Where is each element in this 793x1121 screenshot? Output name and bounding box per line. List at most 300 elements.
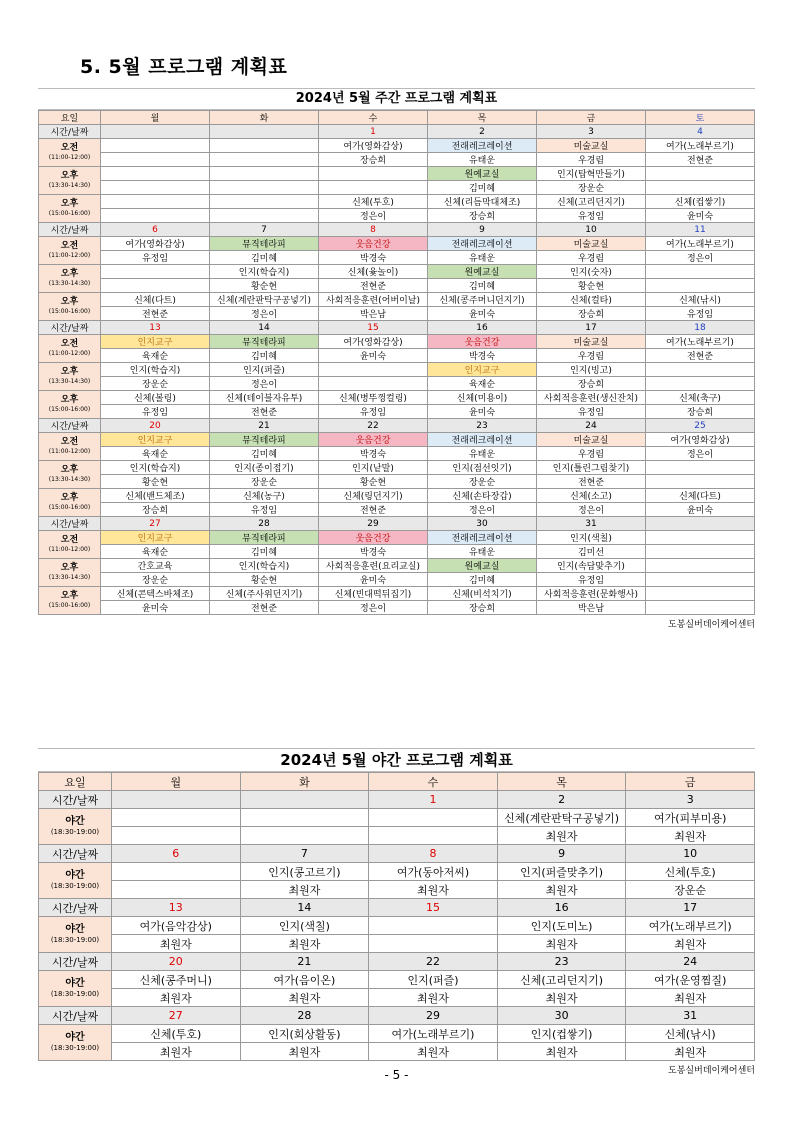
program-cell: 여가(동아저씨)	[369, 863, 498, 881]
staff-cell: 최원자	[497, 827, 626, 845]
program-cell: 인지(빙고)	[537, 363, 646, 377]
staff-cell	[240, 827, 369, 845]
program-cell: 신체(손타장갑)	[428, 489, 537, 503]
date-cell: 6	[101, 223, 210, 237]
staff-cell: 전현준	[537, 475, 646, 489]
period-label	[39, 237, 101, 265]
staff-cell: 정은이	[319, 209, 428, 223]
period-name: 오전	[60, 534, 79, 545]
daytime-schedule	[38, 88, 755, 630]
staff-cell: 박은남	[319, 307, 428, 321]
program-cell: 원예교실	[428, 167, 537, 181]
program-cell: 신체(콩주머니던지기)	[428, 293, 537, 307]
period-time: (18:30-19:00)	[50, 989, 100, 998]
program-cell: 인지교구	[101, 433, 210, 447]
staff-cell: 장승희	[428, 601, 537, 615]
schedule-row	[39, 601, 755, 615]
program-cell: 인지(학습지)	[210, 265, 319, 279]
program-cell: 인지(학습지)	[101, 363, 210, 377]
date-cell: 8	[369, 845, 498, 863]
staff-cell: 박은남	[537, 601, 646, 615]
program-cell: 신체(투호)	[319, 195, 428, 209]
program-cell: 여가(영화감상)	[101, 237, 210, 251]
date-cell: 17	[626, 899, 755, 917]
program-cell: 뮤직테라피	[210, 531, 319, 545]
period-name: 오후	[60, 296, 79, 307]
staff-cell: 최원자	[626, 989, 755, 1007]
period-label	[39, 433, 101, 461]
program-cell: 웃음건강	[428, 335, 537, 349]
staff-cell	[319, 181, 428, 195]
schedule-row	[39, 139, 755, 153]
program-cell: 미술교실	[537, 433, 646, 447]
night-footer-org: 도봉실버데이케어센터	[668, 1066, 755, 1076]
staff-cell: 전현준	[210, 601, 319, 615]
date-label: 시간/날짜	[39, 899, 112, 917]
date-cell: 30	[428, 517, 537, 531]
period-time: (13:30-14:30)	[48, 475, 91, 483]
program-cell	[101, 195, 210, 209]
date-label: 시간/날짜	[39, 845, 112, 863]
staff-cell: 최원자	[369, 989, 498, 1007]
date-label: 시간/날짜	[39, 223, 101, 237]
date-cell: 18	[646, 321, 755, 335]
program-cell: 인지(속담맞추기)	[537, 559, 646, 573]
period-time: (13:30-14:30)	[48, 377, 91, 385]
program-cell: 신체(주사위던지기)	[210, 587, 319, 601]
period-name: 오전	[60, 240, 79, 251]
weekday-2: 화	[240, 773, 369, 791]
staff-cell: 장승희	[646, 405, 755, 419]
date-cell: 30	[497, 1007, 626, 1025]
staff-cell	[646, 475, 755, 489]
date-row	[39, 845, 755, 863]
program-cell: 여가(영화감상)	[319, 139, 428, 153]
weekday-header-row	[39, 773, 755, 791]
period-time: (15:00-16:00)	[48, 209, 91, 217]
period-time: (11:00-12:00)	[48, 153, 91, 161]
staff-cell	[646, 181, 755, 195]
staff-cell	[210, 153, 319, 167]
period-time: (13:30-14:30)	[48, 573, 91, 581]
program-cell: 신체(링던지기)	[319, 489, 428, 503]
staff-cell	[101, 181, 210, 195]
program-cell: 인지(탑혁만들기)	[537, 167, 646, 181]
daytime-footer-org: 도봉실버데이케어센터	[668, 620, 755, 630]
schedule-row	[39, 587, 755, 601]
staff-cell: 전현준	[646, 153, 755, 167]
staff-cell: 최원자	[240, 935, 369, 953]
weekday-5: 금	[537, 111, 646, 125]
staff-cell: 박경숙	[319, 251, 428, 265]
date-cell: 21	[240, 953, 369, 971]
staff-cell: 유정임	[646, 307, 755, 321]
night-table	[38, 772, 755, 1061]
schedule-row	[39, 503, 755, 517]
schedule-row	[39, 153, 755, 167]
program-cell: 전래레크레이션	[428, 139, 537, 153]
program-cell: 신체(계란판탁구공넣기)	[210, 293, 319, 307]
staff-cell: 최원자	[112, 935, 241, 953]
program-cell: 여가(노래부르기)	[626, 917, 755, 935]
schedule-row	[39, 559, 755, 573]
program-cell: 신체(다트)	[646, 489, 755, 503]
staff-cell	[210, 209, 319, 223]
date-cell: 25	[646, 419, 755, 433]
period-time: (15:00-16:00)	[48, 307, 91, 315]
date-cell: 28	[210, 517, 319, 531]
staff-cell: 최원자	[497, 1043, 626, 1061]
schedule-row	[39, 531, 755, 545]
staff-cell: 김미혜	[210, 349, 319, 363]
program-cell: 웃음건강	[319, 237, 428, 251]
program-cell: 인지(컵쌓기)	[497, 1025, 626, 1043]
period-name: 오후	[60, 590, 79, 601]
staff-cell: 최원자	[240, 1043, 369, 1061]
program-cell: 전래레크레이션	[428, 433, 537, 447]
program-cell	[112, 863, 241, 881]
program-cell: 여가(노래부르기)	[646, 237, 755, 251]
program-cell: 인지(퍼즐)	[210, 363, 319, 377]
staff-cell: 김미혜	[428, 573, 537, 587]
program-cell	[646, 265, 755, 279]
schedule-row	[39, 917, 755, 935]
program-cell: 사회적응훈련(요리교실)	[319, 559, 428, 573]
staff-cell	[646, 279, 755, 293]
program-cell	[369, 917, 498, 935]
staff-cell	[210, 181, 319, 195]
program-cell: 신체(컬타)	[537, 293, 646, 307]
date-cell: 16	[497, 899, 626, 917]
program-cell: 인지(틀린그림찾기)	[537, 461, 646, 475]
night-table-title: 2024년 5월 야간 프로그램 계획표	[38, 748, 755, 772]
staff-cell: 유정임	[537, 405, 646, 419]
period-label	[39, 489, 101, 517]
date-cell: 10	[537, 223, 646, 237]
schedule-row	[39, 237, 755, 251]
program-cell: 인지(콩고르기)	[240, 863, 369, 881]
date-cell: 3	[537, 125, 646, 139]
schedule-row	[39, 335, 755, 349]
weekday-1: 월	[112, 773, 241, 791]
staff-cell: 윤미숙	[319, 573, 428, 587]
staff-cell: 정은이	[537, 503, 646, 517]
schedule-row	[39, 181, 755, 195]
date-row	[39, 321, 755, 335]
staff-cell: 윤미숙	[646, 503, 755, 517]
program-cell: 여가(음이온)	[240, 971, 369, 989]
staff-cell: 유태운	[428, 153, 537, 167]
staff-cell: 장운순	[101, 377, 210, 391]
date-cell: 28	[240, 1007, 369, 1025]
staff-cell: 윤미숙	[428, 307, 537, 321]
date-row	[39, 517, 755, 531]
staff-cell: 윤미숙	[646, 209, 755, 223]
schedule-row	[39, 167, 755, 181]
staff-cell: 황순현	[537, 279, 646, 293]
program-cell: 인지(도미노)	[497, 917, 626, 935]
date-cell: 20	[112, 953, 241, 971]
staff-cell: 장승희	[537, 307, 646, 321]
program-cell: 여가(영화감상)	[646, 433, 755, 447]
schedule-row	[39, 461, 755, 475]
program-cell: 신체(콩주머니)	[112, 971, 241, 989]
period-name: 오전	[60, 436, 79, 447]
period-time: (11:00-12:00)	[48, 349, 91, 357]
staff-cell: 최원자	[626, 827, 755, 845]
period-time: (18:30-19:00)	[50, 1043, 100, 1052]
program-cell: 인지(숫자)	[537, 265, 646, 279]
date-cell: 11	[646, 223, 755, 237]
staff-cell	[646, 545, 755, 559]
program-cell: 신체(미용이)	[428, 391, 537, 405]
date-cell: 29	[319, 517, 428, 531]
period-label	[39, 863, 112, 899]
date-cell: 1	[369, 791, 498, 809]
program-cell: 신체(계란판탁구공넣기)	[497, 809, 626, 827]
program-cell	[101, 265, 210, 279]
program-cell: 간호교육	[101, 559, 210, 573]
date-cell: 10	[626, 845, 755, 863]
program-cell: 신체(빈대떡뒤집기)	[319, 587, 428, 601]
date-cell	[646, 517, 755, 531]
schedule-row	[39, 307, 755, 321]
program-cell	[319, 363, 428, 377]
period-label	[39, 917, 112, 953]
date-cell: 15	[369, 899, 498, 917]
program-cell: 신체(낚시)	[626, 1025, 755, 1043]
staff-cell	[369, 827, 498, 845]
program-cell	[101, 167, 210, 181]
program-cell: 원예교실	[428, 265, 537, 279]
program-cell: 신체(다트)	[101, 293, 210, 307]
program-cell: 신체(낚시)	[646, 293, 755, 307]
date-cell: 23	[428, 419, 537, 433]
staff-cell: 최원자	[497, 881, 626, 899]
date-cell: 3	[626, 791, 755, 809]
date-cell: 24	[626, 953, 755, 971]
weekday-label: 요일	[39, 773, 112, 791]
program-cell: 신체(밴드체조)	[101, 489, 210, 503]
period-time: (11:00-12:00)	[48, 545, 91, 553]
period-name: 오후	[60, 464, 79, 475]
program-cell: 인지(학습지)	[101, 461, 210, 475]
program-cell: 인지(종이접기)	[210, 461, 319, 475]
program-cell: 인지(낱말)	[319, 461, 428, 475]
staff-cell: 김미혜	[428, 279, 537, 293]
staff-cell: 유정임	[537, 573, 646, 587]
period-time: (13:30-14:30)	[48, 279, 91, 287]
program-cell: 인지교구	[101, 531, 210, 545]
date-cell: 29	[369, 1007, 498, 1025]
date-cell: 16	[428, 321, 537, 335]
staff-cell: 우경림	[537, 153, 646, 167]
program-cell	[646, 559, 755, 573]
staff-cell: 김미혜	[210, 447, 319, 461]
program-cell	[319, 167, 428, 181]
date-cell: 21	[210, 419, 319, 433]
schedule-row	[39, 363, 755, 377]
period-time: (18:30-19:00)	[50, 827, 100, 836]
program-cell: 신체(투호)	[626, 863, 755, 881]
staff-cell: 유정임	[319, 405, 428, 419]
program-cell: 여가(영화감상)	[319, 335, 428, 349]
date-cell: 17	[537, 321, 646, 335]
staff-cell: 유정임	[537, 209, 646, 223]
program-cell: 신체(고리던지기)	[497, 971, 626, 989]
staff-cell: 전현준	[319, 279, 428, 293]
staff-cell: 유정임	[101, 251, 210, 265]
date-label: 시간/날짜	[39, 321, 101, 335]
period-label	[39, 809, 112, 845]
schedule-row	[39, 475, 755, 489]
staff-cell: 정은이	[646, 251, 755, 265]
date-row	[39, 899, 755, 917]
program-cell: 신체(투호)	[112, 1025, 241, 1043]
date-cell: 14	[240, 899, 369, 917]
date-cell: 27	[112, 1007, 241, 1025]
date-cell: 2	[497, 791, 626, 809]
program-cell: 신체(축구)	[646, 391, 755, 405]
program-cell: 신체(볼링)	[101, 391, 210, 405]
staff-cell: 전현준	[210, 405, 319, 419]
staff-cell	[646, 601, 755, 615]
period-label	[39, 587, 101, 615]
period-name: 오전	[60, 142, 79, 153]
program-cell: 사회적응훈련(어버이날)	[319, 293, 428, 307]
schedule-row	[39, 293, 755, 307]
period-time: (13:30-14:30)	[48, 181, 91, 189]
program-cell	[369, 809, 498, 827]
program-cell: 여가(노래부르기)	[646, 139, 755, 153]
program-cell: 여가(운영찜질)	[626, 971, 755, 989]
staff-cell: 우경림	[537, 251, 646, 265]
program-cell	[210, 167, 319, 181]
page-number: - 5 -	[384, 1068, 409, 1082]
period-name: 오후	[60, 492, 79, 503]
schedule-row	[39, 1025, 755, 1043]
schedule-row	[39, 349, 755, 363]
staff-cell: 장운순	[210, 475, 319, 489]
weekday-6: 토	[646, 111, 755, 125]
period-label	[39, 971, 112, 1007]
program-cell: 여가(노래부르기)	[646, 335, 755, 349]
staff-cell: 박경숙	[428, 349, 537, 363]
program-cell: 뮤직테라피	[210, 433, 319, 447]
staff-cell: 유정임	[210, 503, 319, 517]
program-cell: 웃음건강	[319, 531, 428, 545]
schedule-row	[39, 195, 755, 209]
period-label	[39, 363, 101, 391]
staff-cell	[646, 377, 755, 391]
program-cell	[101, 139, 210, 153]
program-cell: 신체(고리던지기)	[537, 195, 646, 209]
section-title: 5. 5월 프로그램 계획표	[80, 56, 288, 78]
staff-cell: 전현준	[646, 349, 755, 363]
weekday-label: 요일	[39, 111, 101, 125]
period-time: (15:00-16:00)	[48, 503, 91, 511]
period-label	[39, 293, 101, 321]
staff-cell: 최원자	[497, 935, 626, 953]
program-cell: 인지(퍼즐)	[369, 971, 498, 989]
period-name: 오전	[60, 338, 79, 349]
schedule-row	[39, 489, 755, 503]
program-cell	[240, 809, 369, 827]
staff-cell	[101, 279, 210, 293]
date-label: 시간/날짜	[39, 953, 112, 971]
schedule-row	[39, 265, 755, 279]
staff-cell	[646, 573, 755, 587]
date-label: 시간/날짜	[39, 125, 101, 139]
period-label	[39, 139, 101, 167]
period-name: 오후	[60, 394, 79, 405]
staff-cell: 육재순	[101, 447, 210, 461]
staff-cell: 최원자	[240, 989, 369, 1007]
staff-cell: 최원자	[240, 881, 369, 899]
schedule-row	[39, 809, 755, 827]
program-cell: 신체(테이블자유투)	[210, 391, 319, 405]
weekday-3: 수	[369, 773, 498, 791]
period-time: (15:00-16:00)	[48, 405, 91, 413]
staff-cell: 장승희	[428, 209, 537, 223]
period-name: 오후	[60, 366, 79, 377]
program-cell: 인지(색칠)	[537, 531, 646, 545]
program-cell: 신체(비석치기)	[428, 587, 537, 601]
staff-cell: 김미혜	[210, 545, 319, 559]
program-cell: 미술교실	[537, 139, 646, 153]
staff-cell: 최원자	[626, 935, 755, 953]
program-cell: 신체(농구)	[210, 489, 319, 503]
date-row	[39, 1007, 755, 1025]
period-name: 야간	[65, 869, 85, 881]
staff-cell: 정은이	[646, 447, 755, 461]
date-label: 시간/날짜	[39, 419, 101, 433]
date-cell: 23	[497, 953, 626, 971]
date-label: 시간/날짜	[39, 1007, 112, 1025]
date-cell: 7	[210, 223, 319, 237]
staff-cell: 장운순	[428, 475, 537, 489]
program-cell	[646, 531, 755, 545]
date-cell: 9	[497, 845, 626, 863]
date-row	[39, 419, 755, 433]
staff-cell: 정은이	[428, 503, 537, 517]
staff-cell	[319, 377, 428, 391]
period-label	[39, 195, 101, 223]
staff-cell: 최원자	[626, 1043, 755, 1061]
program-cell: 신체(콘텍스바체조)	[101, 587, 210, 601]
program-cell: 뮤직테라피	[210, 335, 319, 349]
staff-cell: 박경숙	[319, 545, 428, 559]
date-row	[39, 791, 755, 809]
program-cell: 웃음건강	[319, 433, 428, 447]
schedule-row	[39, 863, 755, 881]
schedule-row	[39, 935, 755, 953]
staff-cell: 장승희	[101, 503, 210, 517]
program-cell	[210, 195, 319, 209]
staff-cell	[101, 153, 210, 167]
daytime-table	[38, 110, 755, 615]
program-cell: 미술교실	[537, 335, 646, 349]
period-name: 야간	[65, 815, 85, 827]
staff-cell: 최원자	[369, 1043, 498, 1061]
schedule-row	[39, 251, 755, 265]
staff-cell: 전현준	[319, 503, 428, 517]
staff-cell: 전현준	[101, 307, 210, 321]
date-cell: 22	[369, 953, 498, 971]
staff-cell: 유정임	[101, 405, 210, 419]
program-cell	[646, 461, 755, 475]
period-label	[39, 167, 101, 195]
